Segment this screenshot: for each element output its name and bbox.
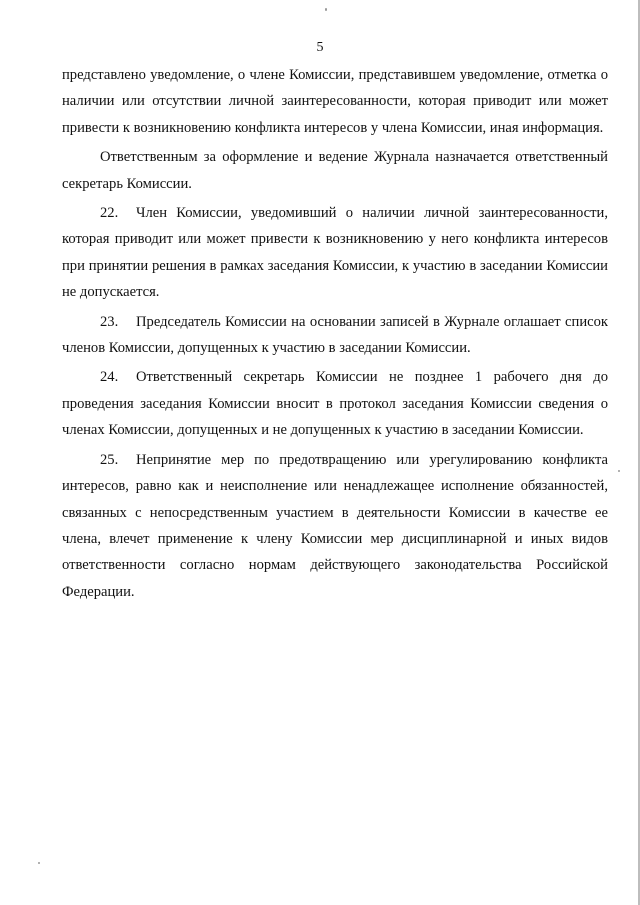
paragraph-text: Член Комиссии, уведомивший о наличии личной заинтересованности, которая приводит или может привести к возникновению у него конфликта интересов при принятии решения в рамках заседания Комиссии, к участию в заседании Комиссии не допускается. <box>62 205 608 301</box>
scan-speck <box>325 8 327 11</box>
paragraph-number: 22. <box>100 205 119 222</box>
paragraph-22 <box>62 200 608 306</box>
paragraph-23 <box>62 309 608 362</box>
paragraph-continuation <box>62 62 608 141</box>
paragraph-text: Ответственный секретарь Комиссии не позднее 1 рабочего дня до проведения заседания Комиссии вносит в протокол заседания Комиссии сведения о членах Комиссии, допущенных и не допущенных к участию в заседании Комиссии. <box>62 369 608 439</box>
paragraph-number: 24. <box>100 369 119 386</box>
scan-speck <box>618 470 620 472</box>
paragraph-text: представлено уведомление, о члене Комиссии, представившем уведомление, отметка о наличии или отсутствии личной заинтересованности, которая приводит или может привести к возникновению конфликта интересов у члена Комиссии, иная информация. <box>62 67 608 136</box>
document-body <box>62 62 608 605</box>
paragraph-25 <box>62 447 608 605</box>
paragraph-journal-responsible <box>62 144 608 197</box>
paragraph-24 <box>62 364 608 443</box>
paragraph-number: 23. <box>100 313 119 330</box>
paragraph-number: 25. <box>100 451 119 468</box>
scan-speck <box>38 862 40 864</box>
paragraph-text: Непринятие мер по предотвращению или урегулированию конфликта интересов, равно как и неисполнение или ненадлежащее исполнение обязанностей, связанных с непосредственным участием в деятельности Комиссии в качестве ее члена, влечет применение к члену Комиссии мер дисциплинарной и иных видов ответственности согласно нормам действующего законодательства Российской Федерации. <box>62 451 608 600</box>
paragraph-text: Ответственным за оформление и ведение Журнала назначается ответственный секретарь Комиссии. <box>62 149 608 192</box>
paragraph-text: Председатель Комиссии на основании записей в Журнале оглашает список членов Комиссии, допущенных к участию в заседании Комиссии. <box>62 313 608 357</box>
page-number: 5 <box>316 40 324 55</box>
